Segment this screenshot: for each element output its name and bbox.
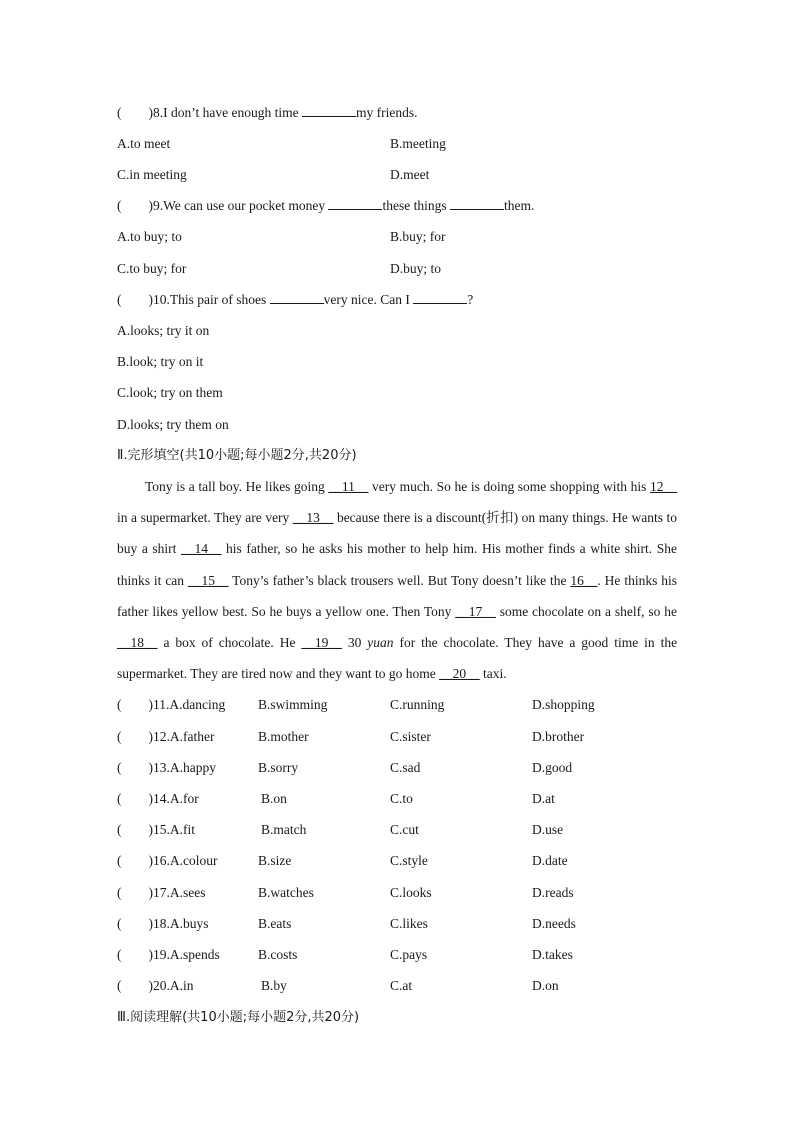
option-c: C.at — [390, 978, 413, 993]
question-10-suffix: ? — [467, 292, 474, 307]
question-row — [0, 790, 794, 808]
option-d: D.date — [532, 853, 568, 868]
passage-text: taxi. — [483, 666, 507, 682]
question-9 — [117, 197, 534, 215]
option-b: B.buy; for — [390, 229, 446, 244]
blank-20: __20__ — [439, 666, 480, 682]
option-c: C.cut — [390, 822, 419, 837]
question-10 — [117, 291, 473, 309]
option-a: A.looks; try it on — [117, 323, 210, 338]
option-d: D.buy; to — [390, 261, 442, 276]
currency-word: yuan — [367, 635, 394, 651]
question-label: ( )16.A.colour — [117, 853, 218, 868]
option-c: C.to buy; for — [117, 261, 187, 276]
option-b: B.eats — [258, 916, 292, 931]
option-d: D.at — [532, 791, 555, 806]
question-label: ( )20.A.in — [117, 978, 194, 993]
question-label: ( )14.A.for — [117, 791, 199, 806]
option-c: C.likes — [390, 916, 428, 931]
section-heading-cloze: Ⅱ.完形填空(共10小题;每小题2分,共20分) — [117, 448, 357, 463]
question-8-suffix: my friends. — [355, 105, 418, 120]
option-c: C.look; try on them — [117, 385, 223, 400]
passage-text: for the chocolate. They have a good time in the supermarket. They are tired now and they want to go home — [117, 635, 678, 682]
question-row — [0, 915, 794, 933]
blank-15: __15__ — [187, 572, 229, 588]
question-row — [0, 821, 794, 839]
answer-blank — [302, 104, 356, 117]
question-row — [0, 728, 794, 746]
option-a: A.to buy; to — [117, 229, 182, 244]
option-d: D.looks; try them on — [117, 417, 229, 432]
option-c: C.sad — [390, 760, 421, 775]
passage-text: Tony is a tall boy. He likes going — [145, 479, 325, 494]
option-b: B.look; try on it — [117, 354, 204, 369]
option-b: B.meeting — [390, 136, 446, 151]
option-b: B.mother — [258, 729, 309, 744]
option-d: D.meet — [390, 167, 430, 182]
question-row — [0, 977, 794, 995]
question-label: ( )18.A.buys — [117, 916, 209, 931]
answer-blank — [328, 197, 382, 210]
option-c: C.pays — [390, 947, 428, 962]
option-b: B.watches — [258, 885, 314, 900]
passage-text: a box of chocolate. He — [163, 635, 296, 651]
option-d: D.reads — [532, 885, 574, 900]
question-10-prefix: ( )10.This pair of shoes — [117, 292, 267, 307]
passage-text: his father, so he asks his mother to help him. His mother finds a white shirt. She thinks it can — [117, 541, 677, 588]
question-row — [0, 884, 794, 902]
passage-text: Tony’s father’s black trousers well. But Tony doesn’t like the — [232, 572, 567, 588]
answer-blank — [270, 291, 324, 304]
question-label: ( )17.A.sees — [117, 885, 206, 900]
question-label: ( )12.A.father — [117, 729, 215, 744]
section-heading-reading: Ⅲ.阅读理解(共10小题;每小题2分,共20分) — [117, 1010, 360, 1025]
blank-16: 16__ — [570, 572, 598, 588]
question-row — [0, 759, 794, 777]
passage-text: . He thinks his father likes yellow best. So he buys a yellow one. Then Tony — [117, 572, 677, 619]
passage-text: in a supermarket. They are very — [117, 510, 290, 526]
option-d: D.good — [532, 760, 573, 775]
question-row — [0, 852, 794, 870]
option-d: D.shopping — [532, 697, 595, 712]
blank-14: __14__ — [180, 541, 222, 557]
passage-text: very much. So he is doing some shopping with his — [372, 479, 647, 494]
option-d: D.on — [532, 978, 559, 993]
option-b: B.by — [261, 978, 287, 993]
option-c: C.looks — [390, 885, 432, 900]
option-d: D.use — [532, 822, 564, 837]
question-label: ( )11.A.dancing — [117, 697, 226, 712]
option-c: C.to — [390, 791, 413, 806]
option-c: C.running — [390, 697, 445, 712]
option-d: D.takes — [532, 947, 573, 962]
question-8 — [117, 104, 417, 122]
option-b: B.costs — [258, 947, 298, 962]
blank-13: __13__ — [292, 510, 334, 526]
question-8-prefix: ( )8.I don’t have enough time — [117, 105, 299, 120]
question-9-prefix: ( )9.We can use our pocket money — [117, 198, 326, 213]
blank-18: __18__ — [117, 635, 158, 651]
question-row — [0, 946, 794, 964]
option-c: C.sister — [390, 729, 431, 744]
answer-blank — [450, 197, 504, 210]
blank-11: __11__ — [328, 479, 369, 494]
question-label: ( )13.A.happy — [117, 760, 216, 775]
question-row — [0, 696, 794, 714]
blank-19: __19__ — [301, 635, 342, 651]
option-c: C.in meeting — [117, 167, 187, 182]
blank-12: 12__ — [650, 479, 677, 494]
passage-text: because there is a discount(折扣) on many things. He wants to buy a shirt — [117, 510, 678, 557]
option-c: C.style — [390, 853, 428, 868]
passage-text: 30 — [347, 635, 362, 651]
option-b: B.match — [261, 822, 307, 837]
blank-17: __17__ — [455, 603, 496, 619]
passage-text: some chocolate on a shelf, so he — [499, 603, 678, 619]
option-a: A.to meet — [117, 136, 171, 151]
option-d: D.brother — [532, 729, 585, 744]
question-label: ( )15.A.fit — [117, 822, 195, 837]
question-10-mid: very nice. Can I — [323, 292, 410, 307]
answer-blank — [413, 291, 467, 304]
question-label: ( )19.A.spends — [117, 947, 220, 962]
option-d: D.needs — [532, 916, 576, 931]
cloze-passage — [117, 471, 677, 689]
question-9-suffix: them. — [503, 198, 535, 213]
option-b: B.sorry — [258, 760, 299, 775]
question-9-mid: these things — [382, 198, 447, 213]
option-b: B.size — [258, 853, 292, 868]
option-b: B.swimming — [258, 697, 328, 712]
option-b: B.on — [261, 791, 287, 806]
